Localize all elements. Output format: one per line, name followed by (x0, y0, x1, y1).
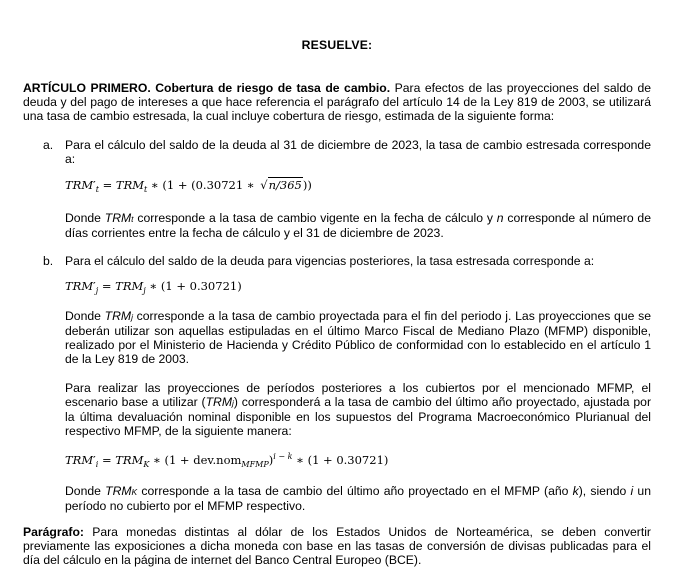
item-a-text: Para el cálculo del saldo de la deuda al 31 de diciembre de 2023, la tasa de cambio estresada corresponde a: (65, 138, 651, 166)
item-a-marker: a. (43, 138, 54, 152)
article-title: ARTÍCULO PRIMERO. Cobertura de riesgo de tasa de cambio. (23, 81, 391, 95)
resuelve-heading: RESUELVE: (301, 38, 373, 52)
formula-a: $TRM'_t = TRM_t$ ∗ (1 + (0.30721 ∗ √n/365)) (65, 178, 312, 194)
item-b-paragraph-2: Para realizar las proyecciones de períodos posteriores a los cubiertos por el mencionado MFMP, el escenario base a utilizar (TRMj) corresponderá a la tasa de cambio del último año proyectado, ajustada por la última devaluación nominal disponible en los supuestos del Programa Macroeconómico Plurianual del respectivo MFMP, de la siguiente manera: (65, 381, 651, 438)
sqrt-term: √n/365 (260, 178, 302, 192)
paragrafo (23, 525, 651, 567)
item-b-paragraph-3: Donde TRMK corresponde a la tasa de cambio del último año proyectado en el MFMP (año k), siendo i un período no cubierto por el MFMP respectivo. (65, 484, 651, 513)
paragrafo-body: Para monedas distintas al dólar de los Estados Unidos de Norteamérica, se deben convertir previamente las exposiciones a dicha moneda con base en las tasas de conversión de divisas publicadas para el día del cálculo en la página de internet del Banco Central Europeo (BCE). (23, 525, 651, 567)
formula-b2: $TRM'_i = TRM_K$ ∗ $(1 + dev.nom_{MFMP})^{i - k}$ ∗ (1 + 0.30721) (65, 452, 389, 469)
formula-b: $TRM'_j = TRM_j$ ∗ (1 + 0.30721) (65, 279, 242, 295)
item-b-paragraph-1: Donde TRMj corresponde a la tasa de cambio proyectada para el fin del periodo j. Las proyecciones que se deberán utilizar son aquellas estipuladas en el último Marco Fiscal de Mediano Plazo (MFMP) disponible, realizado por el Ministerio de Hacienda y Crédito Público de conformidad con lo establecido en el artículo 1 de la Ley 819 de 2003. (65, 309, 651, 366)
item-a-description: Donde TRMt corresponde a la tasa de cambio vigente en la fecha de cálculo y n corresponde al número de días corrientes entre la fecha de cálculo y el 31 de diciembre de 2023. (65, 211, 651, 240)
item-b-text: Para el cálculo del saldo de la deuda para vigencias posteriores, la tasa estresada corresponde a: (65, 254, 595, 268)
paragrafo-title: Parágrafo: (23, 525, 84, 539)
item-b-marker: b. (43, 254, 54, 268)
article-first-paragraph (23, 81, 651, 123)
article-body: Para efectos de las proyecciones del saldo de deuda y del pago de intereses a que hace referencia el parágrafo del artículo 14 de la Ley 819 de 2003, se utilizará una tasa de cambio estresada, la cual incluye cobertura de riesgo, estimada de la siguiente forma: (23, 81, 651, 123)
